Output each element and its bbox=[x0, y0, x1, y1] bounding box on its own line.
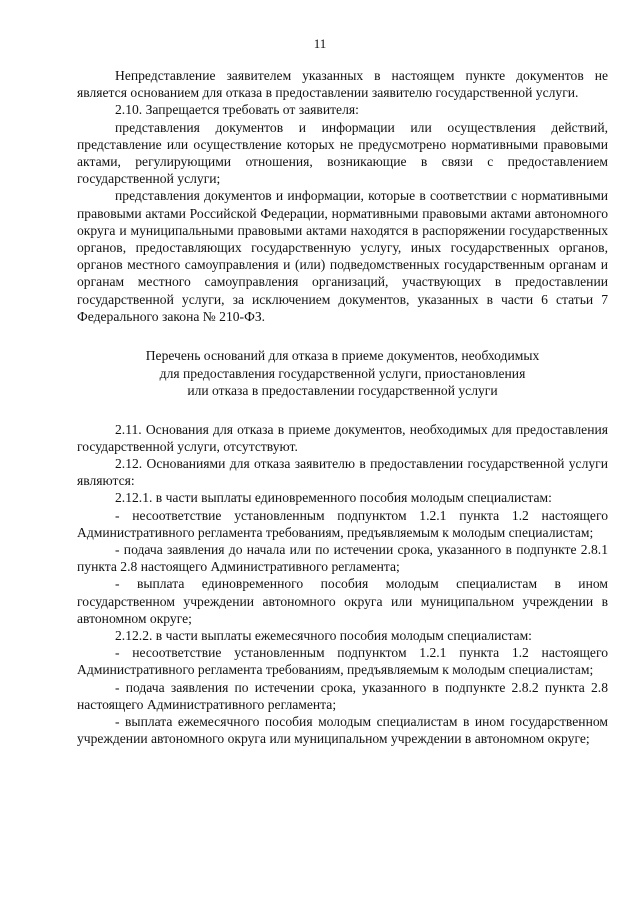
paragraph-2-12-2: 2.12.2. в части выплаты ежемесячного пособия молодым специалистам: bbox=[115, 627, 532, 643]
page-number: 11 bbox=[313, 36, 327, 51]
list-item: - несоответствие установленным подпунктом 1.2.1 пункта 1.2 настоящего Административного регламента требованиям, предъявляемым к молодым специалистам; bbox=[77, 507, 608, 540]
list-item: - подача заявления по истечении срока, указанного в подпункте 2.8.2 пункта 2.8 настоящего Административного регламента; bbox=[77, 679, 608, 712]
paragraph-2-10-item-2: представления документов и информации, которые в соответствии с нормативными правовыми актами Российской Федерации, нормативными правовыми актами автономного округа и муниципальными правовыми актами находятся в распоряжении государственных органов, предоставляющих государственную услугу, иных государственных органов, органов местного самоуправления и (или) подведомственных государственным органам и органам местного самоуправления организаций, участвующих в предоставлении государственной услуги, за исключением документов, указанных в части 6 статьи 7 Федерального закона № 210-ФЗ. bbox=[77, 188, 608, 324]
paragraph-2-12: 2.12. Основаниями для отказа заявителю в предоставлении государственной услуги являются: bbox=[77, 455, 608, 489]
section-heading-line: Перечень оснований для отказа в приеме документов, необходимых bbox=[145, 348, 540, 364]
list-item: - несоответствие установленным подпунктом 1.2.1 пункта 1.2 настоящего Административного регламента требованиям, предъявляемым к молодым специалистам; bbox=[77, 645, 608, 678]
section-heading bbox=[77, 347, 608, 400]
list-item: - выплата единовременного пособия молодым специалистам в ином государственном учреждении автономного округа или муниципальном учреждении в автономном округе; bbox=[77, 576, 608, 626]
paragraph-non-submission: Непредставление заявителем указанных в настоящем пункте документов не является основанием для отказа в предоставлении заявителю государственной услуги. bbox=[77, 68, 608, 101]
document-body bbox=[77, 67, 608, 747]
section-heading-line: для предоставления государственной услуги, приостановления bbox=[159, 365, 526, 381]
paragraph-2-10-item-1: представления документов и информации или осуществления действий, представление или осуществление которых не предусмотрено нормативными правовыми актами, регулирующими отношения, возникающие в связи с предоставлением государственной услуги; bbox=[77, 119, 608, 187]
paragraph-2-10: 2.10. Запрещается требовать от заявителя: bbox=[115, 102, 359, 118]
list-item: - подача заявления до начала или по истечении срока, указанного в подпункте 2.8.1 пункта 2.8 настоящего Административного регламента; bbox=[77, 541, 608, 575]
section-heading-line: или отказа в предоставлении государственной услуги bbox=[187, 383, 498, 399]
list-item: - выплата ежемесячного пособия молодым специалистам в ином государственном учреждении автономного округа или муниципальном учреждении в автономном округе; bbox=[77, 714, 608, 747]
paragraph-2-12-1: 2.12.1. в части выплаты единовременного пособия молодым специалистам: bbox=[115, 490, 552, 506]
paragraph-2-11: 2.11. Основания для отказа в приеме документов, необходимых для предоставления государственной услуги, отсутствуют. bbox=[77, 421, 608, 454]
